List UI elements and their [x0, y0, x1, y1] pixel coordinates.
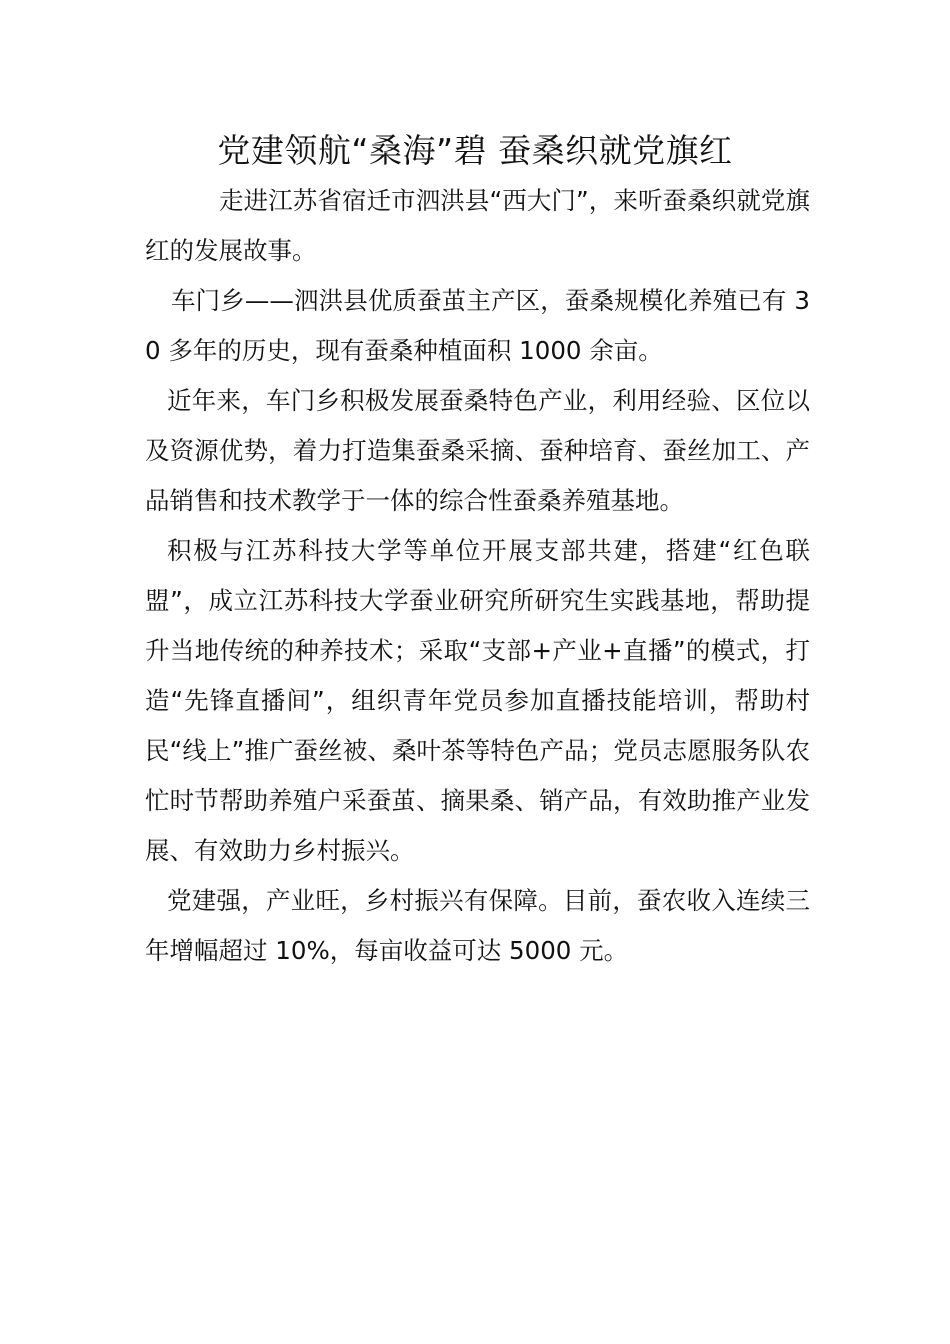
document-title: 党建领航“桑海”碧 蚕桑织就党旗红	[217, 131, 733, 170]
article-body	[145, 176, 810, 976]
paragraph-industry-development: 近年来，车门乡积极发展蚕桑特色产业，利用经验、区位以及资源优势，着力打造集蚕桑采摘、蚕种培育、蚕丝加工、产品销售和技术教学于一体的综合性蚕桑养殖基地。	[145, 386, 810, 515]
paragraph-party-cooperation: 积极与江苏科技大学等单位开展支部共建，搭建“红色联盟”，成立江苏科技大学蚕业研究所研究生实践基地，帮助提升当地传统的种养技术；采取“支部+产业+直播”的模式，打造“先锋直播间”，组织青年党员参加直播技能培训，帮助村民“线上”推广蚕丝被、桑叶茶等特色产品；党员志愿服务队农忙时节帮助养殖户采蚕茧、摘果桑、销产品，有效助推产业发展、有效助力乡村振兴。	[145, 536, 810, 865]
paragraph-intro: 走进江苏省宿迁市泗洪县“西大门”，来听蚕桑织就党旗红的发展故事。	[145, 186, 810, 265]
paragraph-chemen-township: 车门乡——泗洪县优质蚕茧主产区，蚕桑规模化养殖已有 30 多年的历史，现有蚕桑种植面积 1000 余亩。	[145, 286, 810, 365]
paragraph-results: 党建强，产业旺，乡村振兴有保障。目前，蚕农收入连续三年增幅超过 10%，每亩收益可达 5000 元。	[145, 886, 810, 965]
